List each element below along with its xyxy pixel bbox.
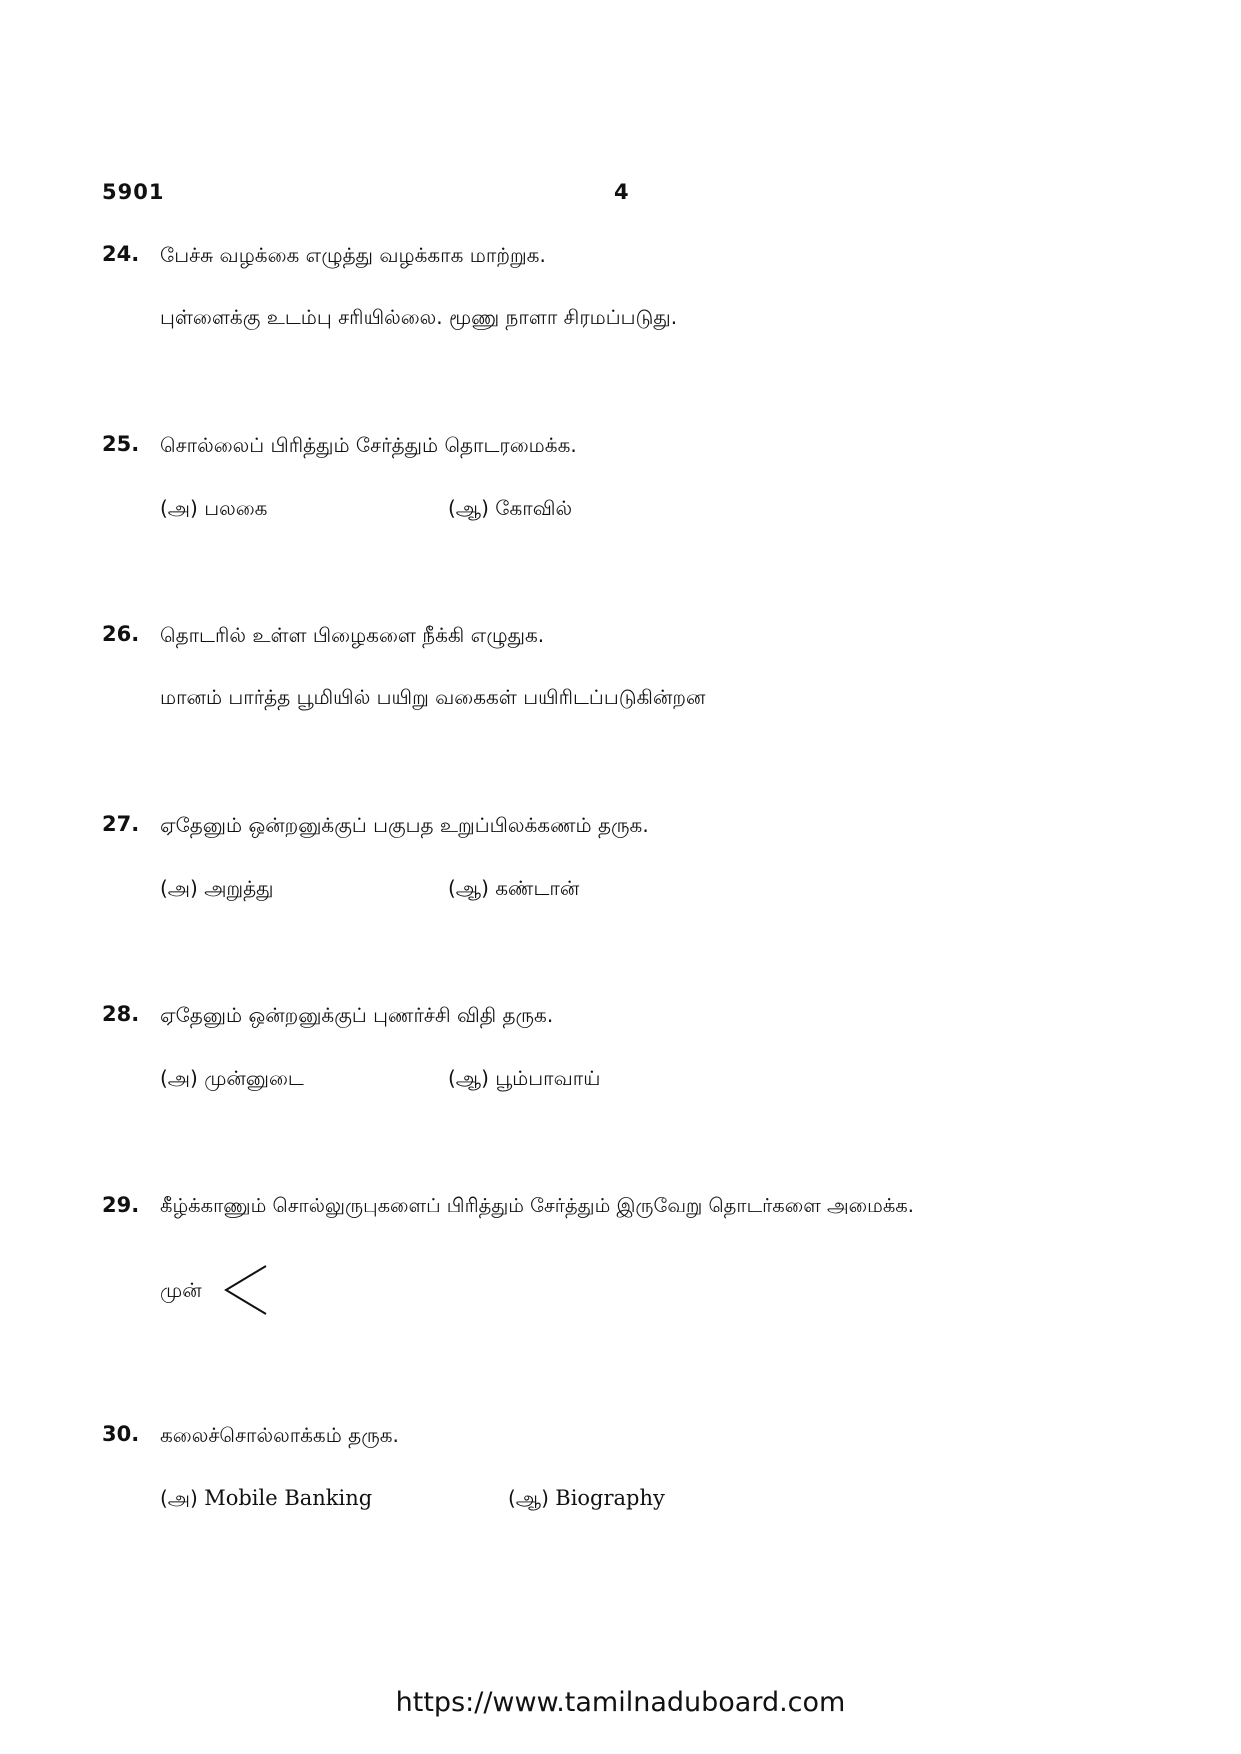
- option-a-27: [160, 876, 274, 903]
- option-b-28: [448, 1066, 600, 1093]
- option-b-text: பூம்பாவாய்: [495, 1066, 601, 1090]
- question-number-27: 27.: [102, 812, 140, 836]
- option-a-label: (அ): [160, 1486, 198, 1510]
- option-b-label: (ஆ): [448, 876, 489, 900]
- question-text-28: ஏதேனும் ஒன்றனுக்குப் புணர்ச்சி விதி தருக.: [160, 1003, 554, 1027]
- question-text-24: பேச்சு வழக்கை எழுத்து வழக்காக மாற்றுக.: [160, 243, 546, 267]
- question-text-26: தொடரில் உள்ள பிழைகளை நீக்கி எழுதுக.: [160, 623, 545, 647]
- option-b-30: [508, 1486, 665, 1513]
- option-a-text: முன்னுடை: [204, 1066, 304, 1090]
- question-number-25: 25.: [102, 432, 140, 456]
- option-a-label: (அ): [160, 1066, 198, 1090]
- option-a-label: (அ): [160, 496, 198, 520]
- option-a-30: [160, 1486, 372, 1513]
- question-line-24: புள்ளைக்கு உடம்பு சரியில்லை. மூணு நாளா சிரமப்படுது.: [160, 305, 678, 329]
- question-line-26: மானம் பார்த்த பூமியில் பயிறு வகைகள் பயிரிடப்படுகின்றன: [160, 685, 706, 709]
- footer-url[interactable]: https://www.tamilnaduboard.com: [395, 1687, 846, 1718]
- option-b-label: (ஆ): [448, 1066, 489, 1090]
- question-text-25: சொல்லைப் பிரித்தும் சேர்த்தும் தொடரமைக்க.: [160, 433, 577, 457]
- option-b-text: கண்டான்: [495, 876, 580, 900]
- option-b-text: கோவில்: [495, 496, 573, 520]
- question-number-30: 30.: [102, 1422, 140, 1446]
- option-a-text: பலகை: [204, 496, 268, 520]
- question-number-29: 29.: [102, 1193, 140, 1217]
- word-mun: முன்: [160, 1278, 202, 1302]
- option-b-label: (ஆ): [448, 496, 489, 520]
- option-a-label: (அ): [160, 876, 198, 900]
- option-b-text: Biography: [555, 1486, 665, 1510]
- question-text-27: ஏதேனும் ஒன்றனுக்குப் பகுபத உறுப்பிலக்கணம் தருக.: [160, 813, 649, 837]
- question-text-30: கலைச்சொல்லாக்கம் தருக.: [160, 1423, 399, 1447]
- option-a-25: [160, 496, 267, 523]
- option-b-25: [448, 496, 572, 523]
- question-text-29: கீழ்க்காணும் சொல்லுருபுகளைப் பிரித்தும் சேர்த்தும் இருவேறு தொடர்களை அமைக்க.: [160, 1194, 914, 1217]
- option-a-28: [160, 1066, 304, 1093]
- option-b-label: (ஆ): [508, 1486, 549, 1510]
- question-number-26: 26.: [102, 622, 140, 646]
- option-b-27: [448, 876, 579, 903]
- option-a-text: Mobile Banking: [204, 1486, 373, 1510]
- paper-code: 5901: [102, 180, 165, 204]
- angle-bracket-icon: [222, 1262, 270, 1318]
- page-number: 4: [614, 180, 629, 204]
- question-number-28: 28.: [102, 1002, 140, 1026]
- option-a-text: அறுத்து: [204, 876, 274, 900]
- question-number-24: 24.: [102, 242, 140, 266]
